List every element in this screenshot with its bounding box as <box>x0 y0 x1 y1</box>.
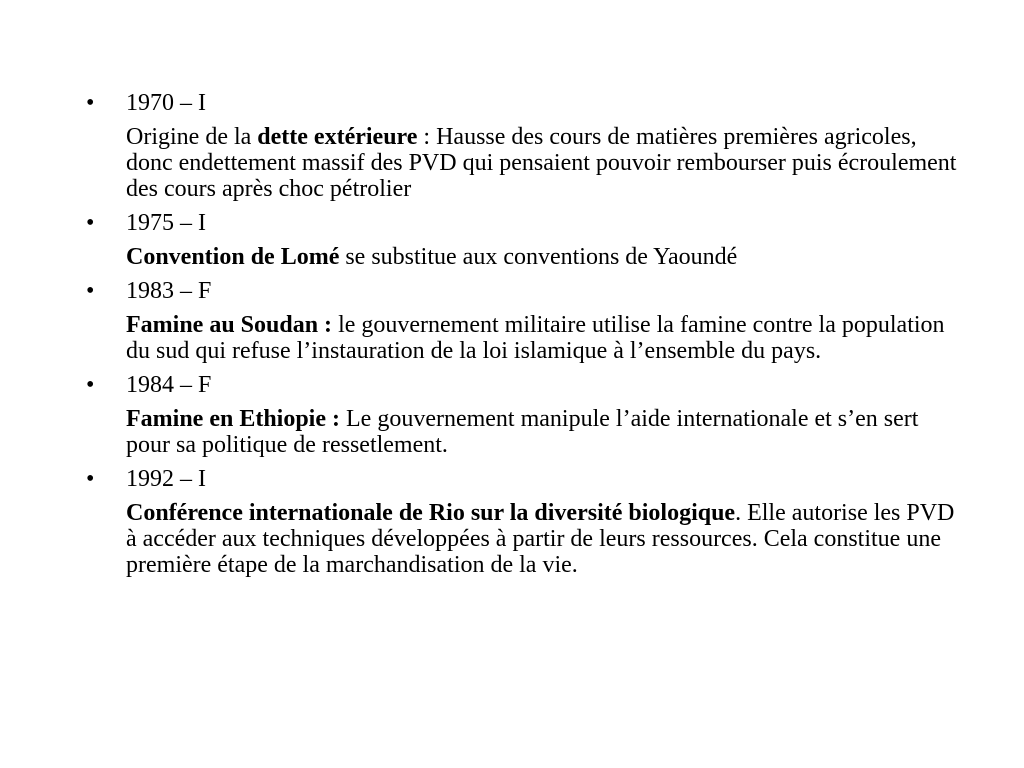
entry-text: Le gouvernement manipule l’aide internationale et s’en sert pour sa politique de ressetlement. <box>126 406 919 458</box>
entry-prefix: Origine de la <box>126 124 258 150</box>
entry-term: Famine en Ethiopie : <box>126 406 340 432</box>
bullet-icon: • <box>86 210 95 236</box>
entry-description <box>86 124 966 202</box>
timeline-entry-1984 <box>86 370 966 458</box>
timeline-entry-1975 <box>86 208 966 270</box>
entry-heading <box>86 276 966 306</box>
entry-year-label: 1984 – F <box>126 372 212 398</box>
entry-description <box>86 244 966 270</box>
entry-year-label: 1970 – I <box>126 90 206 116</box>
bullet-icon: • <box>86 90 95 116</box>
bullet-icon: • <box>86 278 95 304</box>
entry-heading <box>86 370 966 400</box>
entry-year-label: 1975 – I <box>126 210 206 236</box>
timeline-entry-1970 <box>86 88 966 202</box>
entry-term: Convention de Lomé <box>126 244 340 270</box>
entry-heading <box>86 88 966 118</box>
entry-text: se substitue aux conventions de Yaoundé <box>339 244 738 270</box>
entry-term: Conférence internationale de Rio sur la diversité biologique <box>126 500 736 526</box>
bullet-icon: • <box>86 372 95 398</box>
entry-term: dette extérieure <box>257 124 418 150</box>
entry-description <box>86 312 966 364</box>
entry-text: . Elle autorise les PVD à accéder aux techniques développées à partir de leurs ressources. Cela constitue une première étape de la marchandisation de la vie. <box>126 500 955 578</box>
timeline-list <box>86 88 966 584</box>
entry-heading <box>86 208 966 238</box>
entry-description <box>86 406 966 458</box>
entry-year-label: 1992 – I <box>126 466 206 492</box>
entry-text: : Hausse des cours de matières premières agricoles, donc endettement massif des PVD qui pensaient pouvoir rembourser puis écroulement des cours après choc pétrolier <box>126 124 957 202</box>
entry-text: le gouvernement militaire utilise la famine contre la population du sud qui refuse l’instauration de la loi islamique à l’ensemble du pays. <box>126 312 945 364</box>
timeline-entry-1983 <box>86 276 966 364</box>
entry-term: Famine au Soudan : <box>126 312 333 338</box>
bullet-icon: • <box>86 466 95 492</box>
timeline-entry-1992 <box>86 464 966 578</box>
entry-year-label: 1983 – F <box>126 278 212 304</box>
entry-heading <box>86 464 966 494</box>
entry-description <box>86 500 966 578</box>
